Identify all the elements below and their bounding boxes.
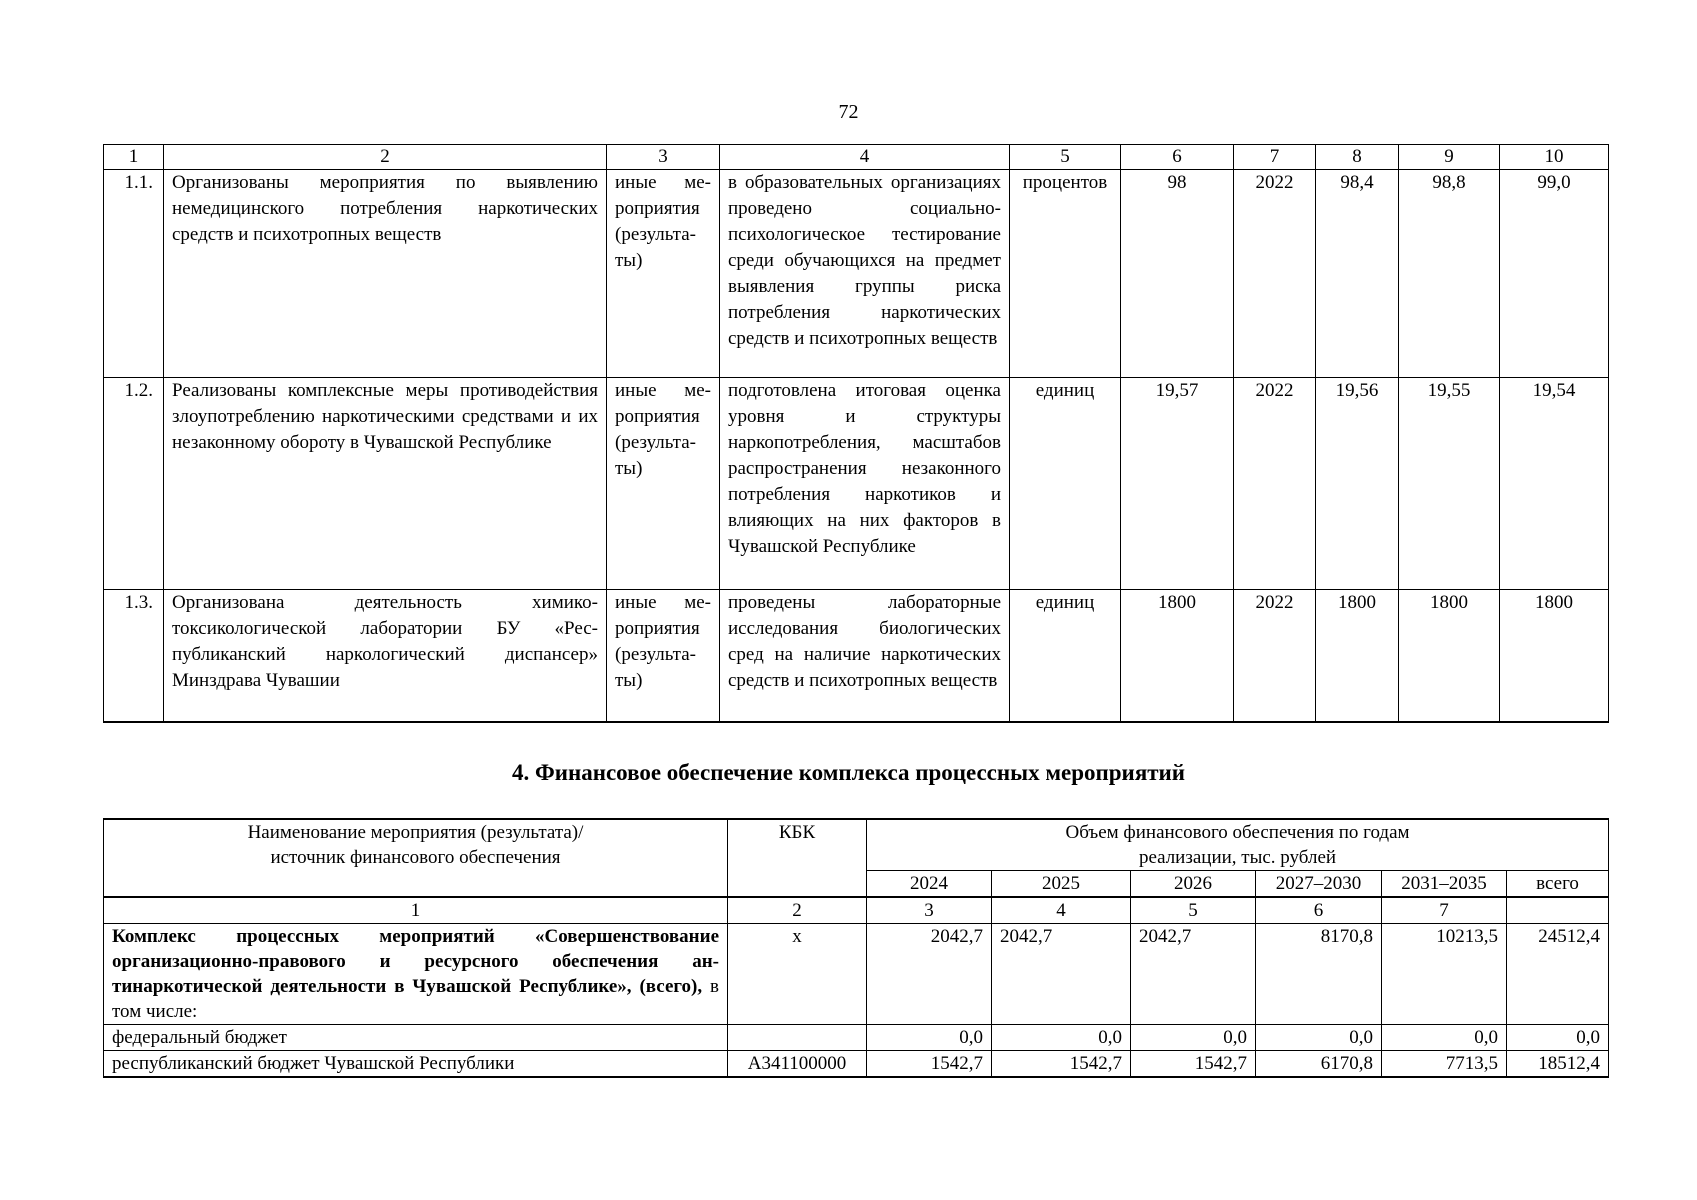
year-2031-2035: 2031–2035 (1382, 871, 1507, 898)
value-2024: 98,4 (1316, 170, 1399, 378)
complex-2027-2030: 8170,8 (1256, 924, 1382, 1025)
header-financing-volume: Объем финансового обеспечения по годам реализации, тыс. рублей (867, 819, 1609, 871)
complex-name (104, 924, 728, 1025)
source-name: федеральный бюджет (104, 1025, 728, 1051)
col-num-4: 4 (992, 897, 1131, 924)
row-number: 1.1. (104, 170, 164, 378)
col-num-7: 7 (1382, 897, 1507, 924)
col-num-5: 5 (1131, 897, 1256, 924)
value-2025: 19,55 (1399, 378, 1500, 590)
value-2026: 99,0 (1500, 170, 1609, 378)
value-2024: 1800 (1316, 590, 1399, 722)
value-2025: 98,8 (1399, 170, 1500, 378)
base-year: 2022 (1234, 170, 1316, 378)
complex-2031-2035: 10213,5 (1382, 924, 1507, 1025)
source-kbk (728, 1025, 867, 1051)
col-num-3: 3 (867, 897, 992, 924)
col-num-7: 7 (1234, 145, 1316, 170)
source-total: 0,0 (1507, 1025, 1609, 1051)
base-value: 98 (1121, 170, 1234, 378)
section-title: 4. Финансовое обеспечение комплекса процессных мероприятий (511, 760, 1186, 785)
value-2026: 1800 (1500, 590, 1609, 722)
source-kbk: А341100000 (728, 1051, 867, 1078)
value-2024: 19,56 (1316, 378, 1399, 590)
table-row (104, 1025, 1609, 1051)
page-number: 72 (838, 101, 859, 123)
source-2024: 0,0 (867, 1025, 992, 1051)
source-2025: 0,0 (992, 1025, 1131, 1051)
complex-name-tail: в том числе: (112, 976, 719, 1022)
complex-2025: 2042,7 (992, 924, 1131, 1025)
year-2026: 2026 (1131, 871, 1256, 898)
source-2026: 1542,7 (1131, 1051, 1256, 1078)
header-measure-name: Наименование мероприятия (результата)/ источник финансового обеспечения (104, 819, 728, 897)
measure-result: подготовлена итоговая оценка уровня и структуры наркопотребления, масштабов распространения незаконного потребления наркотиков и влияющих на них факторов в Чувашской Республике (720, 378, 1010, 590)
measure-type: иные мероприятия (результаты) (607, 590, 720, 722)
value-2025: 1800 (1399, 590, 1500, 722)
measure-result: в образовательных организациях проведено социально-психологическое тестирование среди обучающихся на предмет выявления группы риска потребления наркотических средств и психотропных веществ (720, 170, 1010, 378)
column-number-row (104, 145, 1609, 170)
complex-kbk: x (728, 924, 867, 1025)
value-2026: 19,54 (1500, 378, 1609, 590)
source-2031-2035: 0,0 (1382, 1025, 1507, 1051)
measure-name: Организована деятельность химико-токсикологической лаборатории БУ «Республиканский наркологический диспансер» Минздрава Чувашии (164, 590, 607, 722)
measure-name: Реализованы комплексные меры противодействия злоупотреблению наркотическими средствами и их незаконному обороту в Чувашской Республике (164, 378, 607, 590)
col-num-3: 3 (607, 145, 720, 170)
col-num-9: 9 (1399, 145, 1500, 170)
complex-total: 24512,4 (1507, 924, 1609, 1025)
source-2024: 1542,7 (867, 1051, 992, 1078)
header-kbk: КБК (728, 819, 867, 897)
source-name: республиканский бюджет Чувашской Республики (104, 1051, 728, 1078)
col-num-1: 1 (104, 145, 164, 170)
financing-header-row (104, 819, 1609, 871)
unit: единиц (1010, 378, 1121, 590)
col-num-10: 10 (1500, 145, 1609, 170)
col-num-2: 2 (728, 897, 867, 924)
base-year: 2022 (1234, 590, 1316, 722)
source-2026: 0,0 (1131, 1025, 1256, 1051)
results-table (103, 144, 1609, 723)
row-number: 1.2. (104, 378, 164, 590)
complex-2024: 2042,7 (867, 924, 992, 1025)
col-num-4: 4 (720, 145, 1010, 170)
measure-name: Организованы мероприятия по выявлению немедицинского потребления наркотических средств и психотропных веществ (164, 170, 607, 378)
source-2027-2030: 6170,8 (1256, 1051, 1382, 1078)
source-2031-2035: 7713,5 (1382, 1051, 1507, 1078)
col-num-6: 6 (1121, 145, 1234, 170)
source-total: 18512,4 (1507, 1051, 1609, 1078)
complex-2026: 2042,7 (1131, 924, 1256, 1025)
measure-result: проведены лабораторные исследования биологических сред на наличие наркотических средств и психотропных веществ (720, 590, 1010, 722)
complex-name-bold: Комплекс процессных мероприятий «Совершенствование организационно-правового и ресурсного обеспечения антинаркотической деятельности в Чувашской Республике», (всего), (112, 926, 719, 997)
row-number: 1.3. (104, 590, 164, 722)
source-2027-2030: 0,0 (1256, 1025, 1382, 1051)
financing-table (103, 818, 1609, 1078)
col-num-1: 1 (104, 897, 728, 924)
year-2024: 2024 (867, 871, 992, 898)
table-row (104, 170, 1609, 378)
year-2027-2030: 2027–2030 (1256, 871, 1382, 898)
measure-type: иные мероприятия (результаты) (607, 378, 720, 590)
table-row (104, 378, 1609, 590)
year-2025: 2025 (992, 871, 1131, 898)
complex-row (104, 924, 1609, 1025)
unit: процентов (1010, 170, 1121, 378)
unit: единиц (1010, 590, 1121, 722)
col-num-6: 6 (1256, 897, 1382, 924)
column-number-row (104, 897, 1609, 924)
measure-type: иные мероприятия (результаты) (607, 170, 720, 378)
col-num-8: 8 (1316, 145, 1399, 170)
year-total: всего (1507, 871, 1609, 898)
col-num-8 (1507, 897, 1609, 924)
source-2025: 1542,7 (992, 1051, 1131, 1078)
base-value: 19,57 (1121, 378, 1234, 590)
table-row (104, 1051, 1609, 1078)
base-year: 2022 (1234, 378, 1316, 590)
col-num-5: 5 (1010, 145, 1121, 170)
base-value: 1800 (1121, 590, 1234, 722)
table-row (104, 590, 1609, 722)
col-num-2: 2 (164, 145, 607, 170)
